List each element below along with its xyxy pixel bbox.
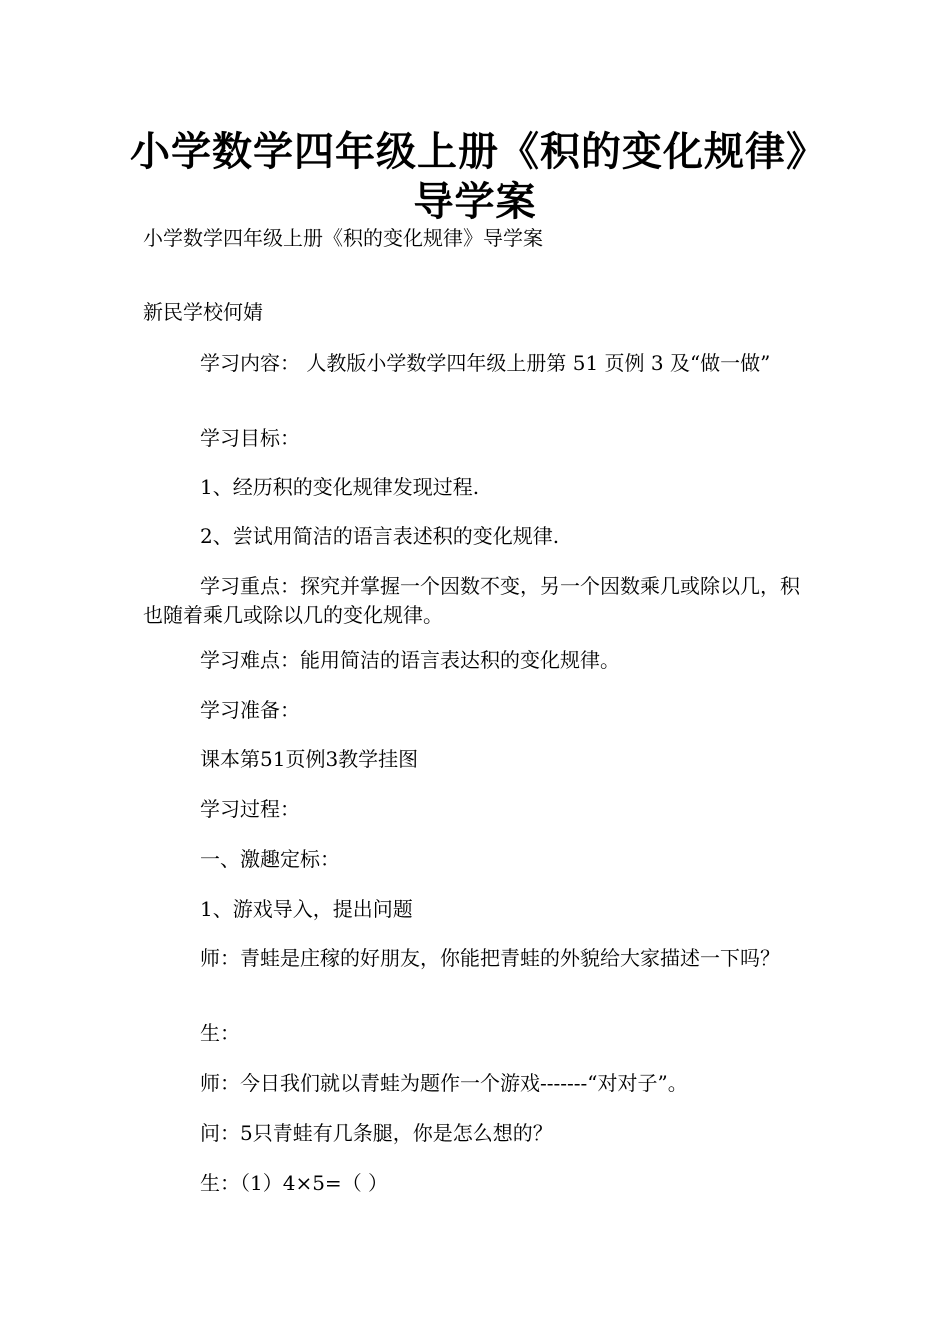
document-title-line-1: 小学数学四年级上册《积的变化规律》 bbox=[130, 128, 827, 175]
paragraph-difficulties: 学习难点：能用简洁的语言表达积的变化规律。 bbox=[200, 648, 620, 672]
document-author: 新民学校何婧 bbox=[143, 300, 263, 324]
paragraph-preparation-heading: 学习准备： bbox=[200, 698, 300, 722]
paragraph-game-intro: 1、游戏导入，提出问题 bbox=[200, 897, 413, 921]
paragraph-section-1: 一、激趣定标： bbox=[200, 847, 340, 871]
paragraph-student-equation: 生：（1）4×5=（ ） bbox=[200, 1171, 389, 1195]
paragraph-learning-goals-heading: 学习目标： bbox=[200, 426, 300, 450]
document-subtitle: 小学数学四年级上册《积的变化规律》导学案 bbox=[143, 226, 543, 250]
paragraph-student-answer: 生： bbox=[200, 1021, 240, 1045]
paragraph-goal-1: 1、经历积的变化规律发现过程. bbox=[200, 475, 480, 499]
paragraph-frog-question: 问：5只青蛙有几条腿，你是怎么想的？ bbox=[200, 1121, 553, 1145]
paragraph-preparation: 课本第51页例3教学挂图 bbox=[200, 747, 419, 771]
paragraph-key-points: 学习重点：探究并掌握一个因数不变，另一个因数乘几或除以几，积也随着乘几或除以几的变化规律。 bbox=[143, 574, 800, 627]
paragraph-teacher-game: 师：今日我们就以青蛙为题作一个游戏-------“对对子”。 bbox=[200, 1071, 688, 1095]
document-title-line-2: 导学案 bbox=[413, 178, 537, 225]
paragraph-process-heading: 学习过程： bbox=[200, 797, 300, 821]
paragraph-learning-content: 学习内容： 人教版小学数学四年级上册第 51 页例 3 及“做一做” bbox=[200, 351, 771, 375]
paragraph-goal-2: 2、尝试用简洁的语言表述积的变化规律. bbox=[200, 524, 560, 548]
paragraph-teacher-question: 师：青蛙是庄稼的好朋友，你能把青蛙的外貌给大家描述一下吗？ bbox=[200, 946, 780, 970]
